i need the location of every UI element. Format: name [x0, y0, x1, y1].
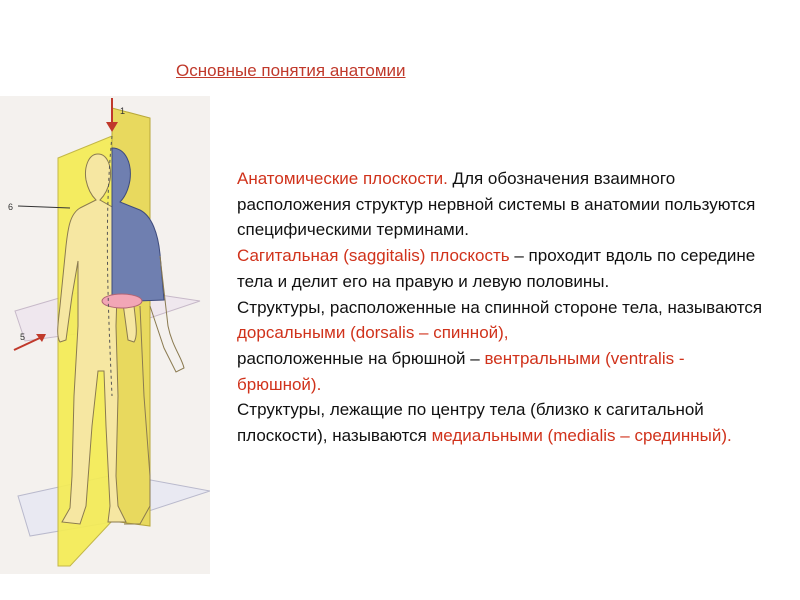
label-1: 1: [120, 106, 126, 116]
paragraph-ventral: [237, 346, 767, 397]
medial-description: Структуры, лежащие по центру тела (близко к сагитальной плоскости), называются: [237, 400, 704, 446]
term-dorsal: дорсальными (dorsalis – спинной),: [237, 323, 509, 343]
paragraph-medial: [237, 397, 767, 448]
body-text: [237, 166, 767, 449]
sagittal-description: – проходит вдоль по середине тела и делит его на правую и левую половины.: [237, 246, 756, 291]
paragraph-sagittal: [237, 243, 767, 294]
term-anatomical-planes: Анатомические плоскости.: [237, 169, 448, 188]
term-sagittal-plane: Сагитальная (saggitalis) плоскость: [237, 246, 510, 266]
planes-description: Для обозначения взаимного расположения структур нервной системы в анатомии пользуются специфическими терминами.: [237, 169, 756, 240]
paragraph-dorsal: [237, 295, 767, 346]
paragraph-planes: [237, 166, 767, 243]
label-5: 5: [20, 332, 26, 342]
term-ventral: вентральными (ventralis - брюшной).: [237, 348, 685, 394]
label-6: 6: [8, 202, 14, 212]
ventral-description: расположенные на брюшной –: [237, 348, 485, 368]
anatomical-planes-figure: [0, 96, 210, 574]
slide-title: Основные понятия анатомии: [176, 61, 406, 80]
term-medial: медиальными (medialis – срединный).: [431, 426, 732, 446]
dorsal-description: Структуры, расположенные на спинной стороне тела, называются: [237, 297, 763, 317]
